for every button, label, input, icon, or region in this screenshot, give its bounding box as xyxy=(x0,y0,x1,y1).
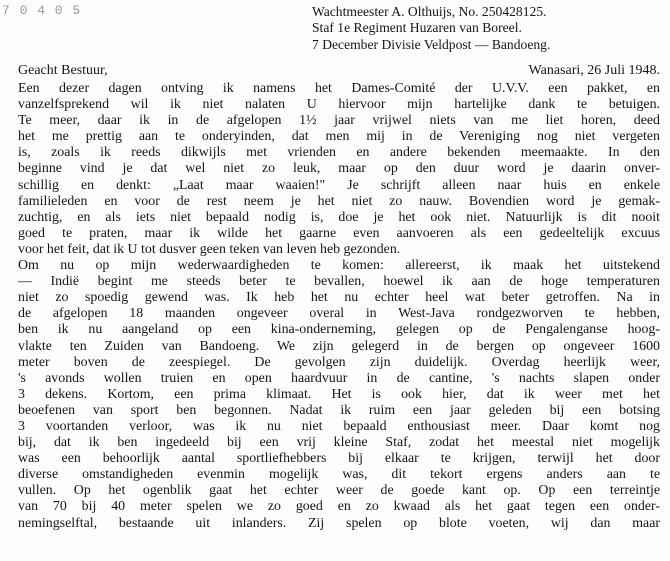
body-line: ben ik nu aangeland op een kina-onderneming, gelegen op de Pengalenganse hoog- xyxy=(18,322,660,338)
body-line: de afgelopen 18 maanden ongeveer overal in West-Java rondgezworven te hebben, xyxy=(18,306,660,322)
sender-post-line: 7 December Divisie Veldpost — Bandoeng. xyxy=(312,36,551,52)
sender-name-line: Wachtmeester A. Olthuijs, No. 250428125. xyxy=(312,4,547,19)
body-line: beginne vind je dat wel niet zo leuk, maar op den duur word je daarin onver- xyxy=(18,161,660,177)
body-line: het me prettig aan te onderyinden, dat men mij in de Vereniging nog niet vergeten xyxy=(18,129,660,145)
body-line: niet zo spoedig gewend was. Ik heb het nu echter heel wat beter getroffen. Na in xyxy=(18,290,660,306)
body-line: nemingselftal, bestaande uit inlanders. Zij spelen op blote voeten, wij dan maar xyxy=(18,515,660,531)
body-line: vlakte ten Zuiden van Bandoeng. We zijn gelegerd in de bergen op ongeveer 1600 xyxy=(18,338,660,354)
letter-body xyxy=(18,81,660,532)
body-line: 3 voortanden verloor, was ik nu niet bepaald enthousiast meer. Daar komt nog xyxy=(18,418,660,434)
body-line: diverse omstandigheden evenmin mogelijk was, dit tekort ergens anders aan te xyxy=(18,467,660,483)
sender-address xyxy=(312,4,667,53)
sender-unit-line: Staf 1e Regiment Huzaren van Boreel. xyxy=(312,20,522,36)
salutation-row xyxy=(18,63,660,81)
body-line: bij, dat ik ben ingedeeld bij een vrij kleine Staf, zodat het meestal niet mogelijk xyxy=(18,435,660,451)
body-line: meter boven de zeespiegel. De gevolgen zijn duidelijk. Overdag heerlijk weer, xyxy=(18,354,660,370)
body-line: vullen. Op het ogenblik gaat het echter weer de goede kant op. Op een terreintje xyxy=(18,483,660,499)
body-line: van 70 bij 40 meter spelen we zo goed en zo kwaad als het gaat tegen een onder- xyxy=(18,499,660,515)
place-date: Wanasari, 26 Juli 1948. xyxy=(528,63,660,78)
body-line: beoefenen van sport ben begonnen. Nadat ik ruim een jaar geleden bij een botsing xyxy=(18,402,660,418)
body-line: familieleden en voor de rest neem je het niet zo nauw. Bovendien word je gemak- xyxy=(18,193,660,209)
body-line: — Indië begint me steeds beter te bevallen, hoewel ik aan de hoge temperaturen xyxy=(18,274,660,290)
body-line: goed te praten, maar ik wilde het gaarne even aanvoeren als een gedeeltelijk excuus xyxy=(18,225,660,241)
body-line: zuchtig, en als iets niet bepaald nodig is, doe je het ook niet. Natuurlijk is dit nooit xyxy=(18,209,660,225)
body-line: Een dezer dagen ontving ik namens het Dames-Comité der U.V.V. een pakket, en xyxy=(18,81,660,96)
archive-stamp: 7 0 4 0 5 xyxy=(2,3,82,18)
body-line: Te meer, daar ik in de afgelopen 1½ jaar vrijwel niets van me liet horen, deed xyxy=(18,113,660,129)
salutation: Geacht Bestuur, xyxy=(18,63,108,78)
body-line: schillig en denkt: „Laat maar waaien!" Je schrijft alleen naar huis en enkele xyxy=(18,177,660,193)
body-line: vanzelfsprekend wil ik niet nalaten U hiervoor mijn hartelijke dank te betuigen. xyxy=(18,97,660,113)
body-line: Om nu op mijn wederwaardigheden te komen: allereerst, ik maak het uitstekend xyxy=(18,258,660,274)
body-line: 3 dekens. Kortom, een prima klimaat. Het is ook hier, dat ik weer met het xyxy=(18,386,660,402)
body-line: voor het feit, dat ik U tot dusver geen teken van leven heb gezonden. xyxy=(18,241,401,257)
body-line: 's avonds wollen truien en open haardvuur in de cantine, 's nachts slapen onder xyxy=(18,370,660,386)
body-line: was een behoorlijk aantal sportliefhebbers bij elkaar te krijgen, terwijl het door xyxy=(18,451,660,467)
body-line: is, zoals ik reeds dikwijls met vrienden en andere bekenden meemaakte. In den xyxy=(18,145,660,161)
